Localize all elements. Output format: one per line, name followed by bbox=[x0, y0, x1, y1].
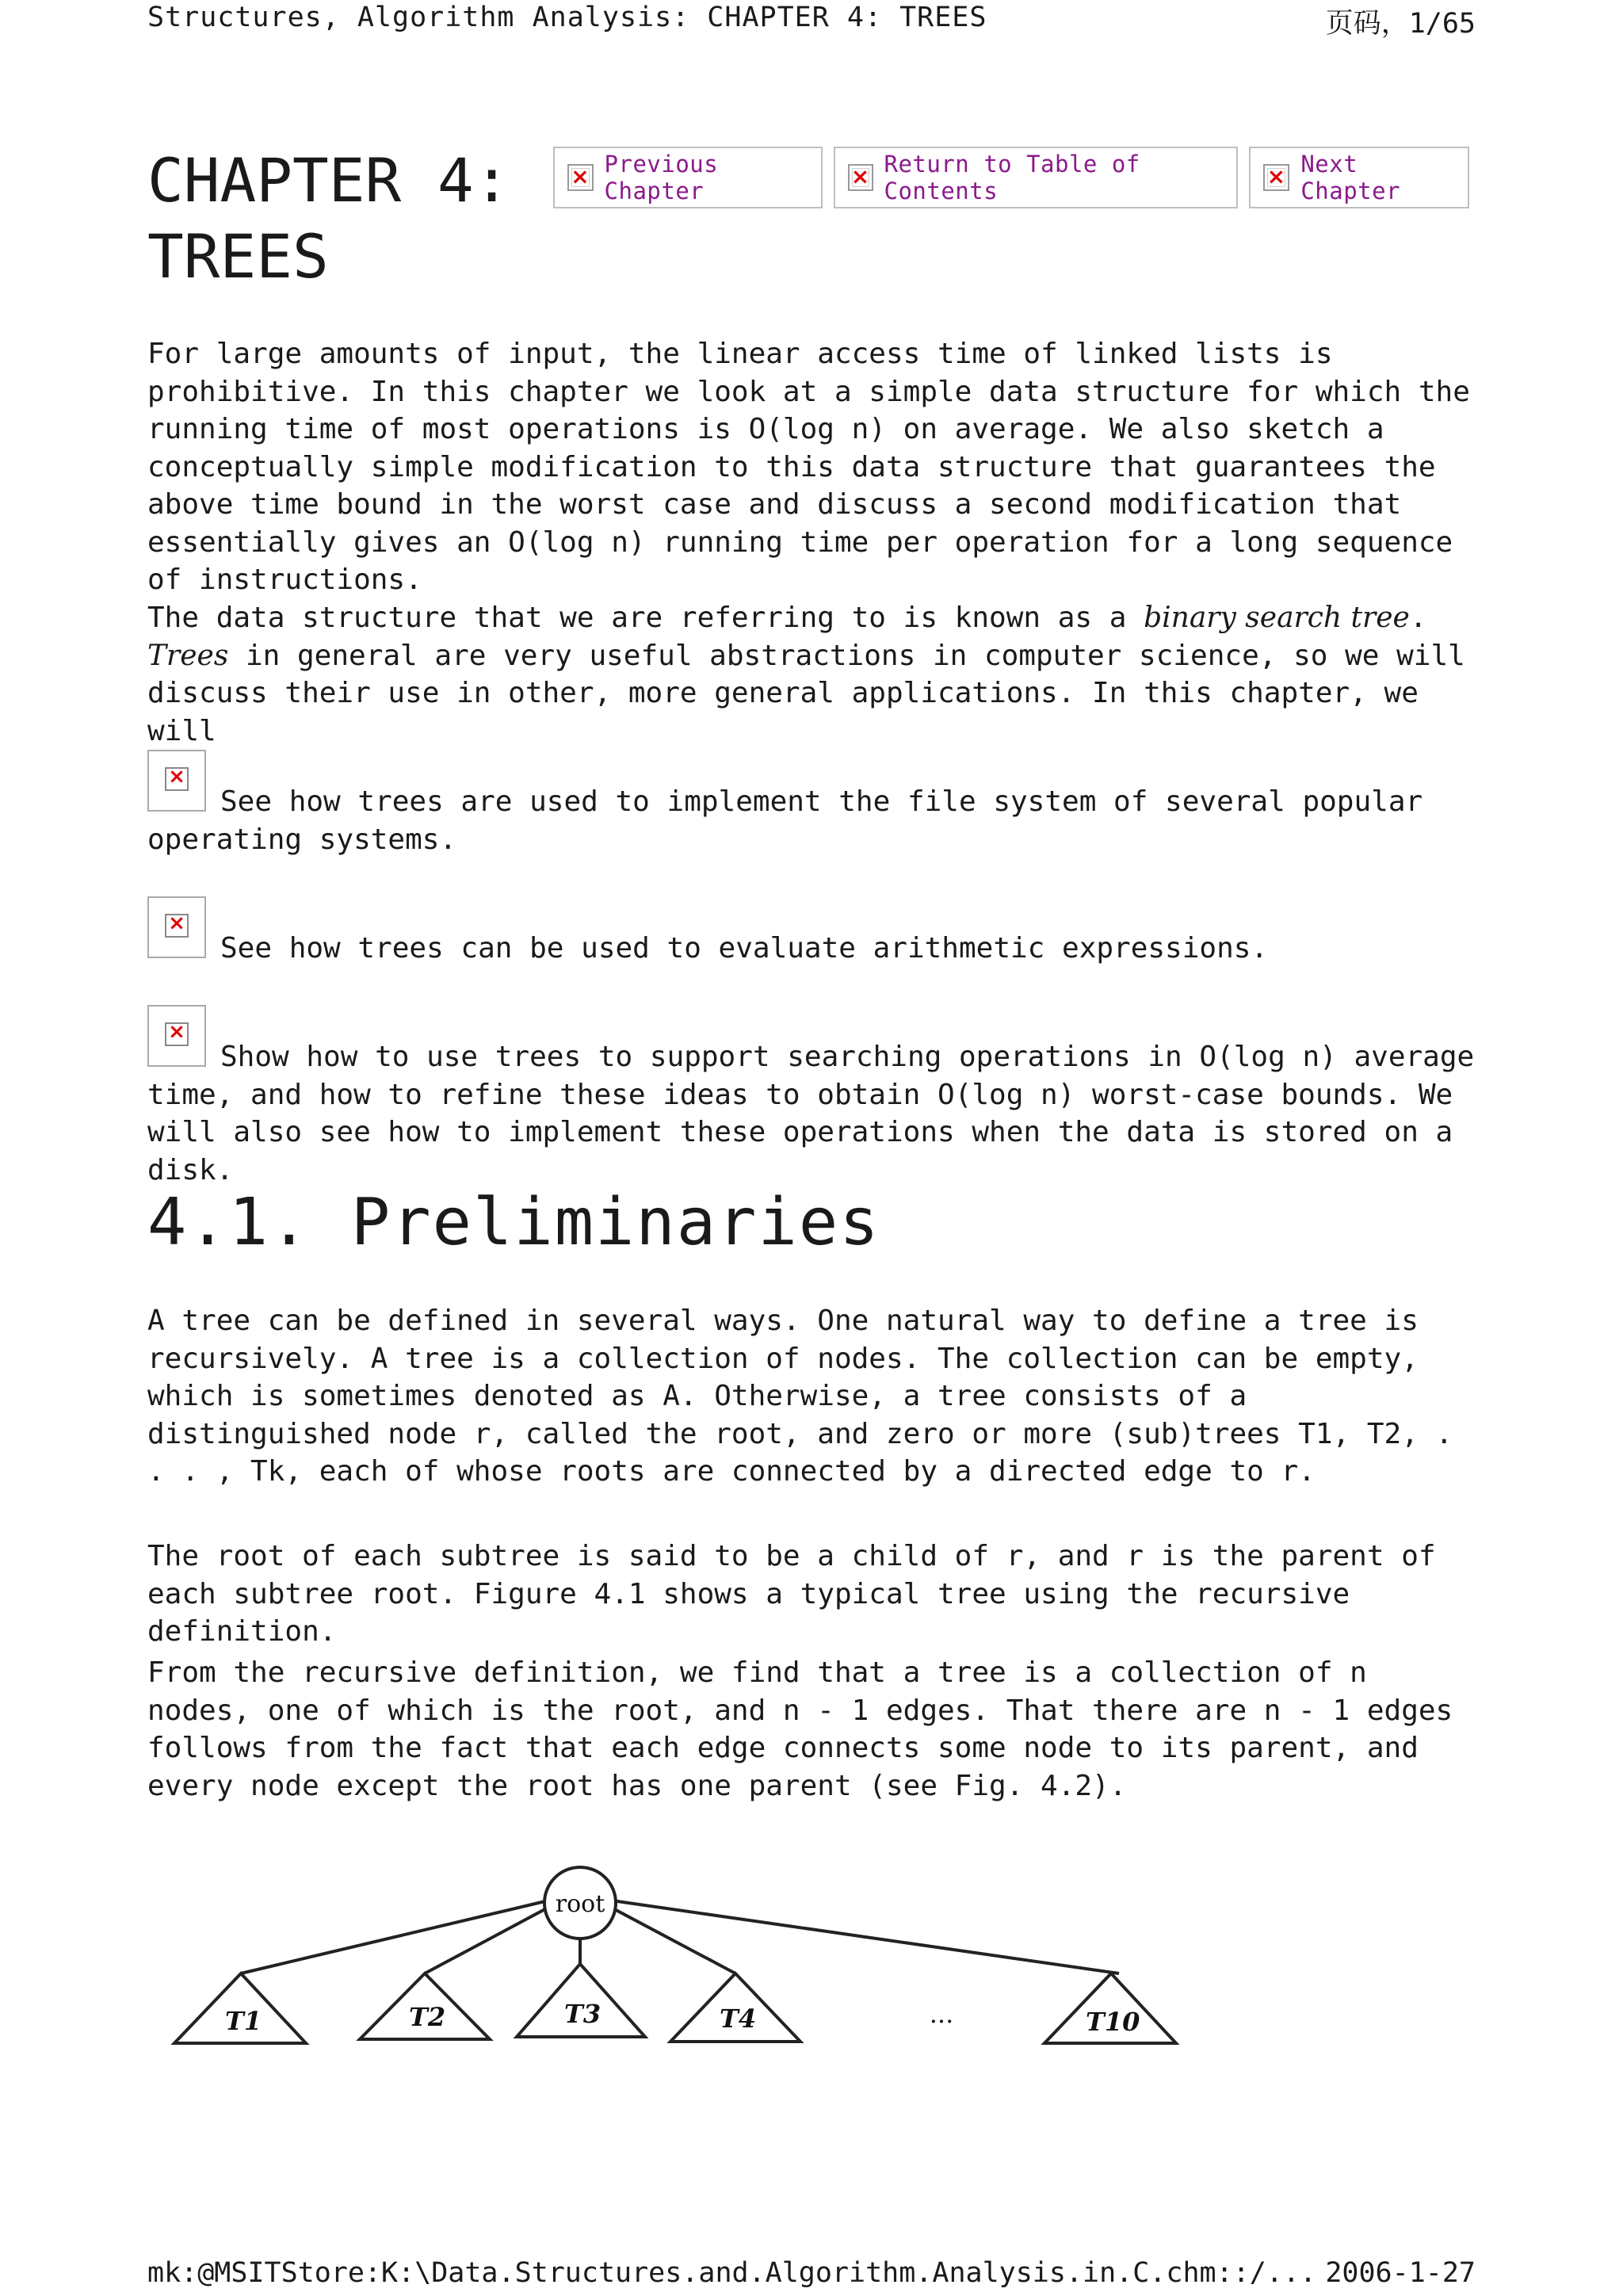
body-paragraph-3: From the recursive definition, we find that a tree is a collection of n nodes, one of which is the root, and n - 1 edges. That there are n - 1 edges follows from the fact that each edge connects some node to its parent, and every node except the root has one parent (see Fig. 4.2). bbox=[147, 1656, 1453, 1802]
bullet-item-2: See how trees can be used to evaluate arithmetic expressions. bbox=[220, 932, 1269, 965]
next-chapter-button[interactable] bbox=[1249, 147, 1469, 208]
previous-chapter-button[interactable] bbox=[553, 147, 823, 208]
broken-image-icon bbox=[1263, 164, 1289, 191]
page-header-title: Structures, Algorithm Analysis: CHAPTER 4: TREES bbox=[147, 2, 987, 33]
subtree-label-T1: T1 bbox=[225, 2006, 262, 2036]
edge-to-T10 bbox=[612, 1901, 1119, 1973]
previous-chapter-label: Previous Chapter bbox=[604, 151, 719, 204]
term-binary-search-tree: binary search tree bbox=[1144, 602, 1410, 634]
page-number: 页码，1/65 bbox=[1325, 8, 1476, 40]
body-paragraph-1: A tree can be defined in several ways. One natural way to define a tree is recursively. A tree is a collection of nodes. The collection can be empty, which is sometimes denoted as A. Otherwise, a tree consists of a distinguished node r, called the root, and zero or more (sub)trees T1, T2, . . . , Tk, each of whose roots are connected by a directed edge to r. bbox=[147, 1305, 1453, 1488]
intro-paragraph-1: For large amounts of input, the linear access time of linked lists is prohibitive. In this chapter we look at a simple data structure for which the running time of most operations is O(log n) on average. We also sketch a conceptually simple modification to this data structure that guarantees the above time bound in the worst case and discuss a second modification that essentially gives an O(log n) running time per operation for a long sequence of instructions. bbox=[147, 338, 1470, 596]
next-chapter-label: Next Chapter bbox=[1300, 151, 1401, 204]
intro-text: in general are very useful abstractions in computer science, so we will discuss their use in other, more general applications. In this chapter, we will bbox=[147, 639, 1465, 747]
bullet-item-1: See how trees are used to implement the file system of several popular operating systems. bbox=[147, 785, 1423, 856]
subtree-label-T10: T10 bbox=[1086, 2007, 1140, 2037]
intro-text: The data structure that we are referring to is known as a bbox=[147, 602, 1144, 634]
intro-text: . bbox=[1409, 602, 1427, 634]
broken-image-icon bbox=[567, 164, 594, 191]
subtree-label-T2: T2 bbox=[409, 2002, 446, 2032]
broken-image-icon bbox=[848, 164, 873, 191]
subtree-label-T4: T4 bbox=[720, 2004, 757, 2034]
subtree-label-T3: T3 bbox=[564, 1999, 601, 2029]
table-of-contents-button[interactable] bbox=[834, 147, 1238, 208]
chapter-title-line1: CHAPTER 4: bbox=[147, 145, 510, 216]
edge-to-T1 bbox=[241, 1901, 548, 1973]
table-of-contents-label: Return to Table of Contents bbox=[884, 151, 1140, 204]
term-trees: Trees bbox=[147, 639, 229, 672]
body-paragraph-2: The root of each subtree is said to be a child of r, and r is the parent of each subtree root. Figure 4.1 shows a typical tree using the recursive definition. bbox=[147, 1540, 1436, 1648]
intro-paragraph-2 bbox=[147, 599, 1479, 750]
section-title: 4.1. Preliminaries bbox=[147, 1185, 880, 1260]
ellipsis: ... bbox=[929, 1999, 954, 2029]
chapter-title bbox=[147, 143, 510, 295]
tree-figure bbox=[158, 1855, 1189, 2061]
footer-date: 2006-1-27 bbox=[1325, 2257, 1476, 2289]
footer-url: mk:@MSITStore:K:\Data.Structures.and.Algorithm.Analysis.in.C.chm::/... bbox=[147, 2257, 1317, 2289]
bullet-item-3: Show how to use trees to support searching operations in O(log n) average time, and how to refine these ideas to obtain O(log n) worst-case bounds. We will also see how to implement these operations when the data is stored on a disk. bbox=[147, 1041, 1475, 1186]
root-label: root bbox=[555, 1890, 605, 1918]
chapter-title-line2: TREES bbox=[147, 221, 329, 292]
